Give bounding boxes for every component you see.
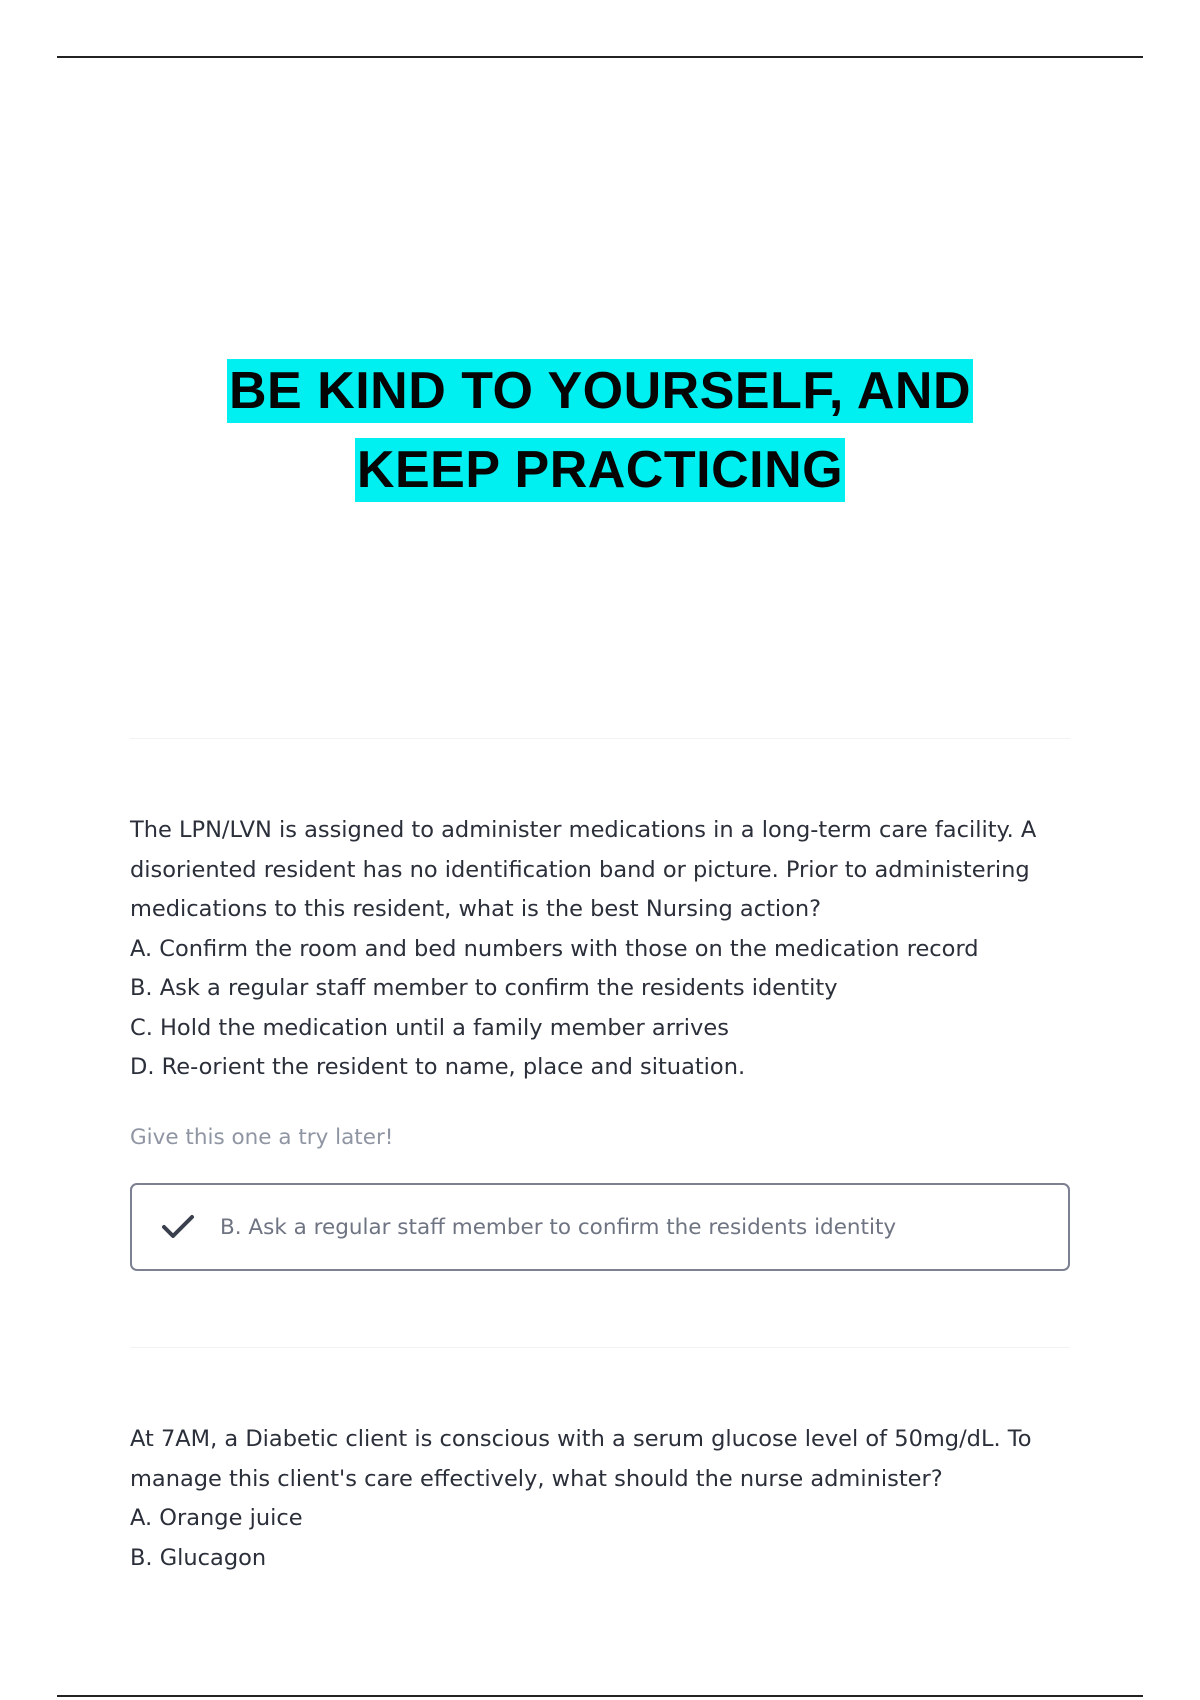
question-1-option-d: D. Re-orient the resident to name, place and situation.: [130, 1054, 746, 1080]
try-later-label: Give this one a try later!: [130, 1125, 394, 1150]
question-1: [130, 811, 1070, 1088]
question-2-stem-line: At 7AM, a Diabetic client is conscious with a serum glucose level of 50mg/dL. To: [130, 1426, 1032, 1452]
headline-line-2: KEEP PRACTICING: [355, 438, 845, 502]
question-1-stem-line: disoriented resident has no identification band or picture. Prior to administering: [130, 856, 1030, 883]
question-1-stem-line: medications to this resident, what is the best Nursing action?: [130, 896, 822, 922]
question-1-option-a: A. Confirm the room and bed numbers with those on the medication record: [130, 935, 979, 962]
top-rule: [57, 56, 1143, 58]
section-divider: [130, 1347, 1070, 1348]
bottom-rule: [57, 1695, 1143, 1697]
motivational-headline: [0, 352, 1200, 510]
question-2: [130, 1420, 1070, 1578]
question-2-option-a: A. Orange juice: [130, 1505, 303, 1531]
question-2-stem-line: manage this client's care effectively, what should the nurse administer?: [130, 1465, 943, 1492]
answer-text: B. Ask a regular staff member to confirm the residents identity: [220, 1214, 897, 1240]
question-2-option-b: B. Glucagon: [130, 1544, 267, 1571]
answer-box: [130, 1183, 1070, 1271]
headline-line-1: BE KIND TO YOURSELF, AND: [227, 359, 973, 423]
question-1-stem-line: The LPN/LVN is assigned to administer medications in a long-term care facility. A: [130, 817, 1037, 843]
question-1-option-c: C. Hold the medication until a family member arrives: [130, 1014, 729, 1041]
checkmark-icon: [158, 1207, 198, 1247]
section-divider: [130, 738, 1070, 739]
question-1-option-b: B. Ask a regular staff member to confirm the residents identity: [130, 975, 838, 1001]
